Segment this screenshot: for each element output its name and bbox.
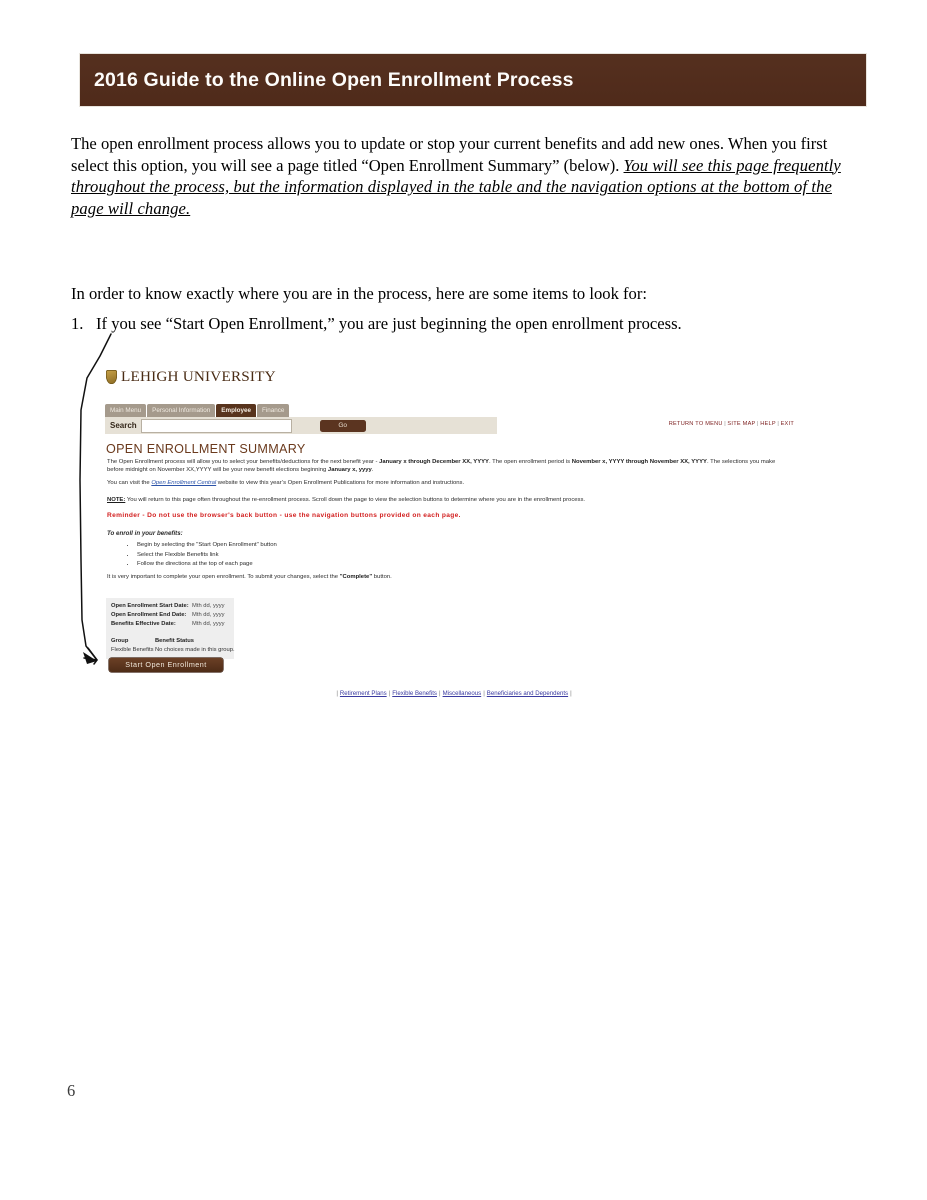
tab-personal-information[interactable]: Personal Information <box>147 404 215 417</box>
footer-bar-1: | <box>388 690 391 697</box>
enroll-heading: To enroll in your benefits: <box>107 530 183 537</box>
intro-paragraph <box>71 133 843 219</box>
benefit-status-column-header: Benefit Status <box>155 637 194 644</box>
search-bar <box>105 417 497 434</box>
closing-text <box>107 573 793 581</box>
footer-links <box>104 690 804 697</box>
search-label: Search <box>110 421 137 430</box>
date-row-start <box>111 602 230 611</box>
effective-date-label: Benefits Effective Date: <box>111 621 176 628</box>
enrollment-info-panel <box>106 598 234 659</box>
summary-p1-bold1: January x through December XX, YYYY <box>379 459 489 465</box>
start-date-label: Open Enrollment Start Date: <box>111 603 189 609</box>
embedded-browser-screenshot <box>104 366 804 706</box>
summary-p2-part2: website to view this year’s Open Enrollment Publications for more information and instructions. <box>216 480 465 486</box>
footer-bar-3: | <box>483 690 485 697</box>
closing-part1: It is very important to complete your open enrollment. To submit your changes, select the <box>107 574 340 580</box>
footer-bar-4: | <box>570 690 572 697</box>
tab-employee[interactable]: Employee <box>216 404 256 417</box>
end-date-value: Mth dd, yyyy <box>192 612 225 619</box>
utility-nav-help[interactable]: HELP <box>760 421 776 427</box>
enroll-step-1: • Begin by selecting the "Start Open Enrollment" button <box>136 541 277 551</box>
lehigh-university-wordmark: LEHIGH UNIVERSITY <box>121 368 276 385</box>
summary-p1-part2: . The open enrollment period is <box>488 459 572 465</box>
summary-p2-part1: You can visit the <box>107 480 152 486</box>
list-item-text: If you see “Start Open Enrollment,” you are just beginning the open enrollment process. <box>96 314 682 333</box>
footer-bar-0: | <box>336 690 338 697</box>
footer-link-beneficiaries-and-dependents[interactable]: Beneficiaries and Dependents <box>486 690 569 697</box>
main-nav-tabs <box>105 404 289 417</box>
utility-nav-return-to-menu[interactable]: RETURN TO MENU <box>668 421 723 427</box>
footer-bar-2: | <box>438 690 441 697</box>
table-row <box>111 646 235 655</box>
note-label: NOTE: <box>107 497 126 503</box>
group-column-header: Group <box>111 637 129 644</box>
utility-nav <box>669 421 794 427</box>
summary-p1-part3: . The selections you make before midnight on November XX,YYYY will be your new benefit elections beginning <box>107 459 776 474</box>
summary-p1-part1: The Open Enrollment process will allow you to select your benefits/deductions for the next benefit year - <box>107 459 380 465</box>
open-enrollment-central-link[interactable]: Open Enrollment Central <box>151 480 217 486</box>
effective-date-value: Mth dd, yyyy <box>192 621 225 628</box>
tab-finance[interactable]: Finance <box>257 404 289 417</box>
closing-bold: "Complete" <box>339 574 373 580</box>
note-text: You will return to this page often throughout the re-enrollment process. Scroll down the page to view the selection buttons to determine where you are in the enrollment process. <box>125 497 586 503</box>
open-enrollment-summary-heading: OPEN ENROLLMENT SUMMARY <box>106 442 306 456</box>
closing-part2: button. <box>372 574 392 580</box>
reminder-text: Reminder - Do not use the browser's back button - use the navigation buttons provided on each page. <box>107 512 461 519</box>
tab-main-menu[interactable]: Main Menu <box>105 404 146 417</box>
search-go-button[interactable]: Go <box>320 420 366 432</box>
utility-nav-site-map[interactable]: SITE MAP <box>727 421 756 427</box>
date-row-effective <box>111 620 230 629</box>
date-row-end <box>111 611 230 620</box>
summary-p1-bold2: November x, YYYY through November XX, YYYY <box>571 459 707 465</box>
order-paragraph: In order to know exactly where you are in the process, here are some items to look for: <box>71 284 647 303</box>
summary-paragraph-1 <box>107 458 793 475</box>
end-date-label: Open Enrollment End Date: <box>111 612 187 619</box>
footer-link-retirement-plans[interactable]: Retirement Plans <box>339 690 387 697</box>
intro-paragraph-emphasis: You will see this page frequently throughout the process, but the information displayed in the table and the navigation options at the bottom of the page will change. <box>71 155 841 218</box>
utility-nav-separator-2: | <box>757 421 759 427</box>
lehigh-university-logo <box>106 368 276 386</box>
footer-link-flexible-benefits[interactable]: Flexible Benefits <box>392 690 437 697</box>
page-title: 2016 Guide to the Online Open Enrollment Process <box>94 68 574 91</box>
list-item-number: 1. <box>71 314 84 333</box>
utility-nav-exit[interactable]: EXIT <box>780 421 794 427</box>
utility-nav-separator-3: | <box>777 421 780 427</box>
group-name-cell: Flexible Benefits <box>111 646 154 653</box>
summary-note <box>107 496 793 504</box>
summary-p1-part4: . <box>371 467 374 474</box>
enroll-step-3: • Follow the directions at the top of each page <box>136 560 277 570</box>
summary-p1-bold3: January x, yyyy <box>327 467 372 474</box>
benefit-status-cell: No choices made in this group. <box>155 646 235 653</box>
summary-paragraph-2 <box>107 479 793 487</box>
intro-paragraph-plain: The open enrollment process allows you to update or stop your current benefits and add new ones. When you first select this option, you will see a page titled “Open Enrollment Summary” (below). <box>71 134 828 175</box>
search-input[interactable] <box>141 419 292 433</box>
lehigh-crest-icon <box>106 370 117 384</box>
numbered-list-item-1 <box>71 313 843 335</box>
enroll-steps-list <box>126 541 277 570</box>
group-table-header <box>111 637 230 646</box>
enroll-step-2: • Select the Flexible Benefits link <box>136 551 277 561</box>
page-number: 6 <box>67 1081 76 1100</box>
document-title-banner <box>80 54 866 106</box>
start-open-enrollment-button[interactable]: Start Open Enrollment <box>109 658 223 672</box>
footer-link-miscellaneous[interactable]: Miscellaneous <box>442 690 482 697</box>
start-date-value: Mth dd, yyyy <box>192 603 225 609</box>
utility-nav-separator-1: | <box>724 421 726 427</box>
